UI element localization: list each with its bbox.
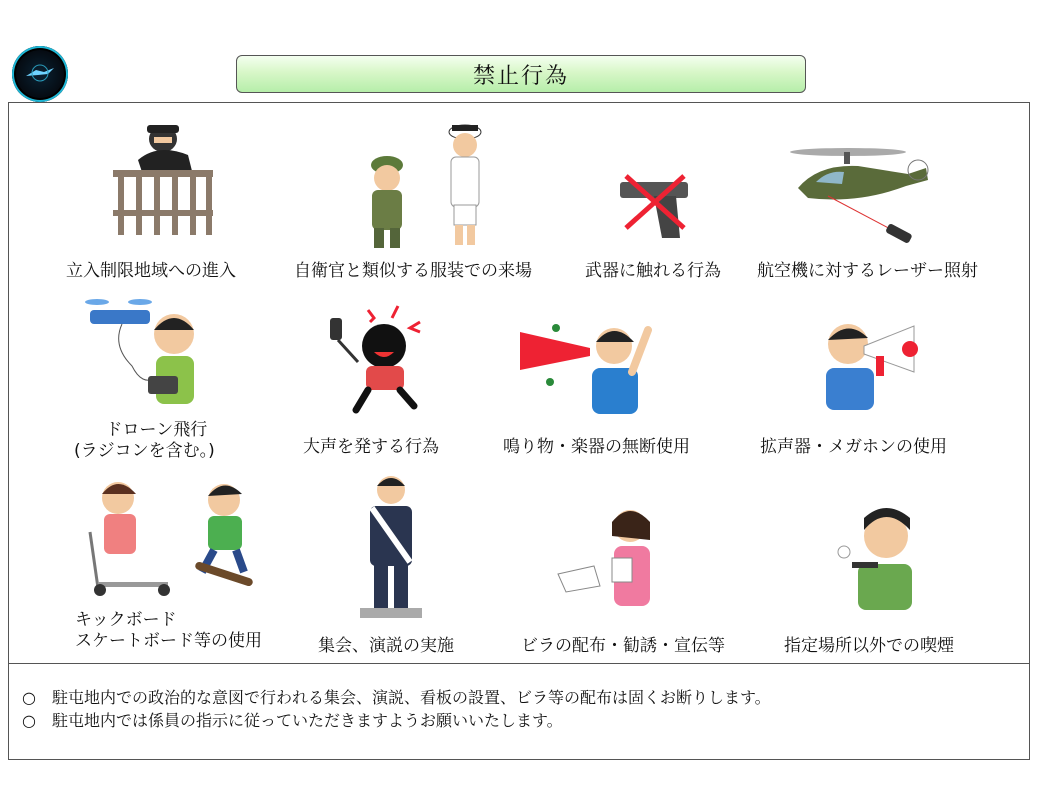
logo [12, 46, 68, 102]
smoking-icon [836, 500, 918, 612]
notes-divider [8, 663, 1029, 664]
helicopter-laser-icon [788, 140, 938, 252]
page-title: 禁止行為 [472, 63, 569, 89]
gun-prohibited-icon [614, 170, 694, 242]
item-label: 大声を発する行為 [303, 437, 439, 457]
flyer-distribution-icon [558, 500, 660, 612]
item-label-line: キックボード [75, 610, 177, 630]
logo-mark-icon [24, 64, 56, 82]
speech-podium-icon [360, 472, 422, 620]
item-label-multiline [75, 610, 262, 652]
item-label-multiline [74, 420, 215, 462]
item-label: ビラの配布・勧誘・宣伝等 [521, 636, 725, 656]
shouting-person-icon [328, 302, 432, 414]
soldier-uniform-icon [362, 120, 492, 250]
item-label: 自衛官と類似する服装での来場 [294, 261, 532, 281]
megaphone-icon [818, 316, 924, 412]
title-banner [236, 55, 806, 93]
notes-section [22, 686, 771, 732]
drone-controller-icon [82, 296, 204, 408]
item-label: 立入制限地域への進入 [66, 261, 236, 281]
horn-instrument-icon [520, 314, 660, 416]
item-label: 鳴り物・楽器の無断使用 [503, 437, 690, 457]
item-label: 武器に触れる行為 [585, 261, 721, 281]
intruder-climbing-fence-icon [108, 115, 218, 240]
item-label-line: (ラジコンを含む。) [74, 441, 215, 461]
item-label: 航空機に対するレーザー照射 [757, 261, 978, 281]
item-label: 指定場所以外での喫煙 [784, 636, 954, 656]
item-label: 拡声器・メガホンの使用 [760, 437, 947, 457]
item-label-line: スケートボード等の使用 [75, 631, 262, 651]
item-label-line: ドローン飛行 [105, 420, 208, 440]
kickboard-skateboard-icon [84, 478, 270, 606]
item-label: 集会、演説の実施 [318, 636, 454, 656]
note-line: ○ 駐屯地内では係員の指示に従っていただきますようお願いいたします。 [22, 711, 563, 730]
note-line: ○ 駐屯地内での政治的な意図で行われる集会、演説、看板の設置、ビラ等の配布は固くお断りします。 [22, 688, 771, 707]
